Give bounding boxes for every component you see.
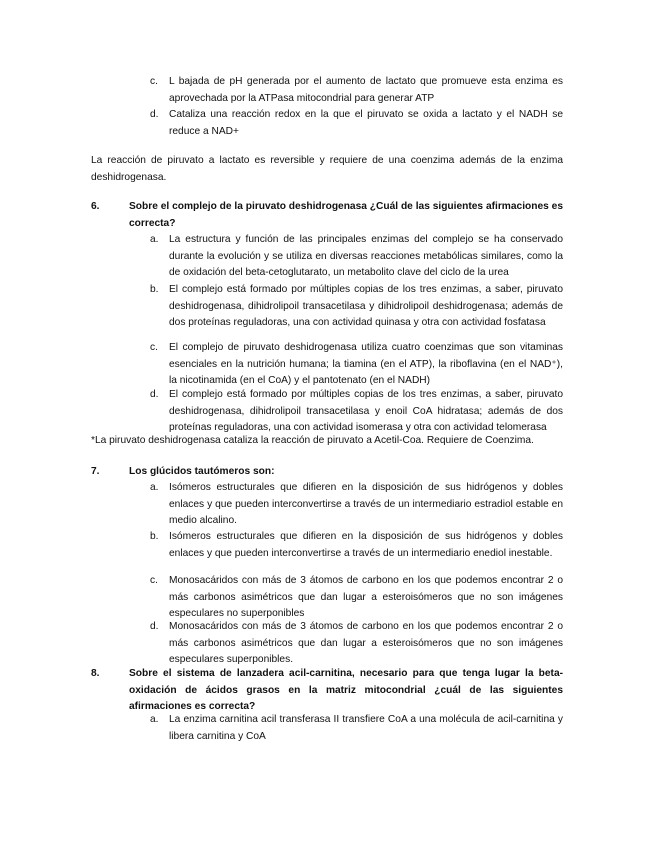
option-letter: c.: [150, 575, 158, 586]
question-7-option-d: [150, 619, 563, 669]
option-text: Cataliza una reacción redox en la que el piruvato se oxida a lactato y el NADH se reduce a NAD+: [169, 109, 563, 137]
note-lactato: La reacción de piruvato a lactato es reversible y requiere de una coenzima además de la enzima deshidrogenasa.: [91, 155, 563, 183]
question-6-option-a: [150, 232, 563, 282]
option-text: Monosacáridos con más de 3 átomos de carbono en los que podemos encontrar 2 o más carbonos asimétricos que dan lugar a esteroisómeros que no son imágenes especulares superponibles.: [169, 621, 563, 666]
option-text: El complejo está formado por múltiples copias de los tres enzimas, a saber, piruvato deshidrogenasa, dihidrolipoil transacetilasa y dihidrolipoil deshidrogenasa; además de dos proteínas reguladoras, una con actividad quinasa y otra con actividad fosfatasa: [169, 284, 563, 329]
option-letter: a.: [150, 482, 159, 493]
question-6-option-d: [150, 387, 563, 437]
option-letter: b.: [150, 284, 159, 295]
option-letter: a.: [150, 714, 159, 725]
option-letter: d.: [150, 389, 159, 400]
option-text: La estructura y función de las principales enzimas del complejo se ha conservado durante la evolución y se utiliza en diversas reacciones metabólicas similares, como la de oxidación del beta-cetoglutarato, un metabolito clave del ciclo de la urea: [169, 234, 563, 279]
option-text: La enzima carnitina acil transferasa II transfiere CoA a una molécula de acil-carnitina y libera carnitina y CoA: [169, 714, 563, 742]
option-text: El complejo está formado por múltiples copias de los tres enzimas, a saber, piruvato deshidrogenasa, dihidrolipoil transacetilasa y enoil CoA hidratasa; además de dos proteínas reguladoras, una con actividad isomerasa y otra con actividad telomerasa: [169, 389, 563, 434]
question-7-text: Los glúcidos tautómeros son:: [129, 466, 275, 477]
option-letter: d.: [150, 621, 159, 632]
option-letter: b.: [150, 531, 159, 542]
prev-option-c: [150, 74, 563, 107]
question-6-text: Sobre el complejo de la piruvato deshidrogenasa ¿Cuál de las siguientes afirmaciones es correcta?: [129, 201, 563, 229]
question-7-number: 7.: [91, 466, 100, 477]
option-text: L bajada de pH generada por el aumento de lactato que promueve esta enzima es aprovechada por la ATPasa mitocondrial para generar ATP: [169, 76, 563, 104]
option-letter: c.: [150, 76, 158, 87]
question-7-option-c: [150, 573, 563, 623]
question-6-number: 6.: [91, 201, 100, 212]
note-piruvato: *La piruvato deshidrogenasa cataliza la reacción de piruvato a Acetil-Coa. Requiere de Coenzima.: [91, 435, 534, 446]
question-7-option-a: [150, 480, 563, 530]
prev-option-d: [150, 107, 563, 140]
option-letter: a.: [150, 234, 159, 245]
option-letter: d.: [150, 109, 159, 120]
question-6-option-c: [150, 340, 563, 390]
option-text: Isómeros estructurales que difieren en la disposición de sus hidrógenos y dobles enlaces y que pueden interconvertirse a través de un intermediario enediol inestable.: [169, 531, 563, 559]
option-letter: c.: [150, 342, 158, 353]
option-text: Monosacáridos con más de 3 átomos de carbono en los que podemos encontrar 2 o más carbonos asimétricos que dan lugar a esteroisómeros que no son imágenes especulares no superponibles: [169, 575, 563, 620]
question-8-option-a: [150, 712, 563, 745]
question-7-option-b: [150, 529, 563, 562]
question-6-option-b: [150, 282, 563, 332]
question-8-text: Sobre el sistema de lanzadera acil-carnitina, necesario para que tenga lugar la beta-oxidación de ácidos grasos en la matriz mitocondrial ¿cuál de las siguientes afirmaciones es correcta?: [129, 668, 563, 713]
option-text: El complejo de piruvato deshidrogenasa utiliza cuatro coenzimas que son vitaminas esenciales en la nutrición humana; la tiamina (en el ATP), la riboflavina (en el NAD⁺), la nicotinamida (en el CoA) y el pantotenato (en el NADH): [169, 342, 563, 387]
option-text: Isómeros estructurales que difieren en la disposición de sus hidrógenos y dobles enlaces y que pueden interconvertirse a través de un intermediario estradiol estable en medio alcalino.: [169, 482, 563, 527]
question-8-number: 8.: [91, 668, 100, 679]
